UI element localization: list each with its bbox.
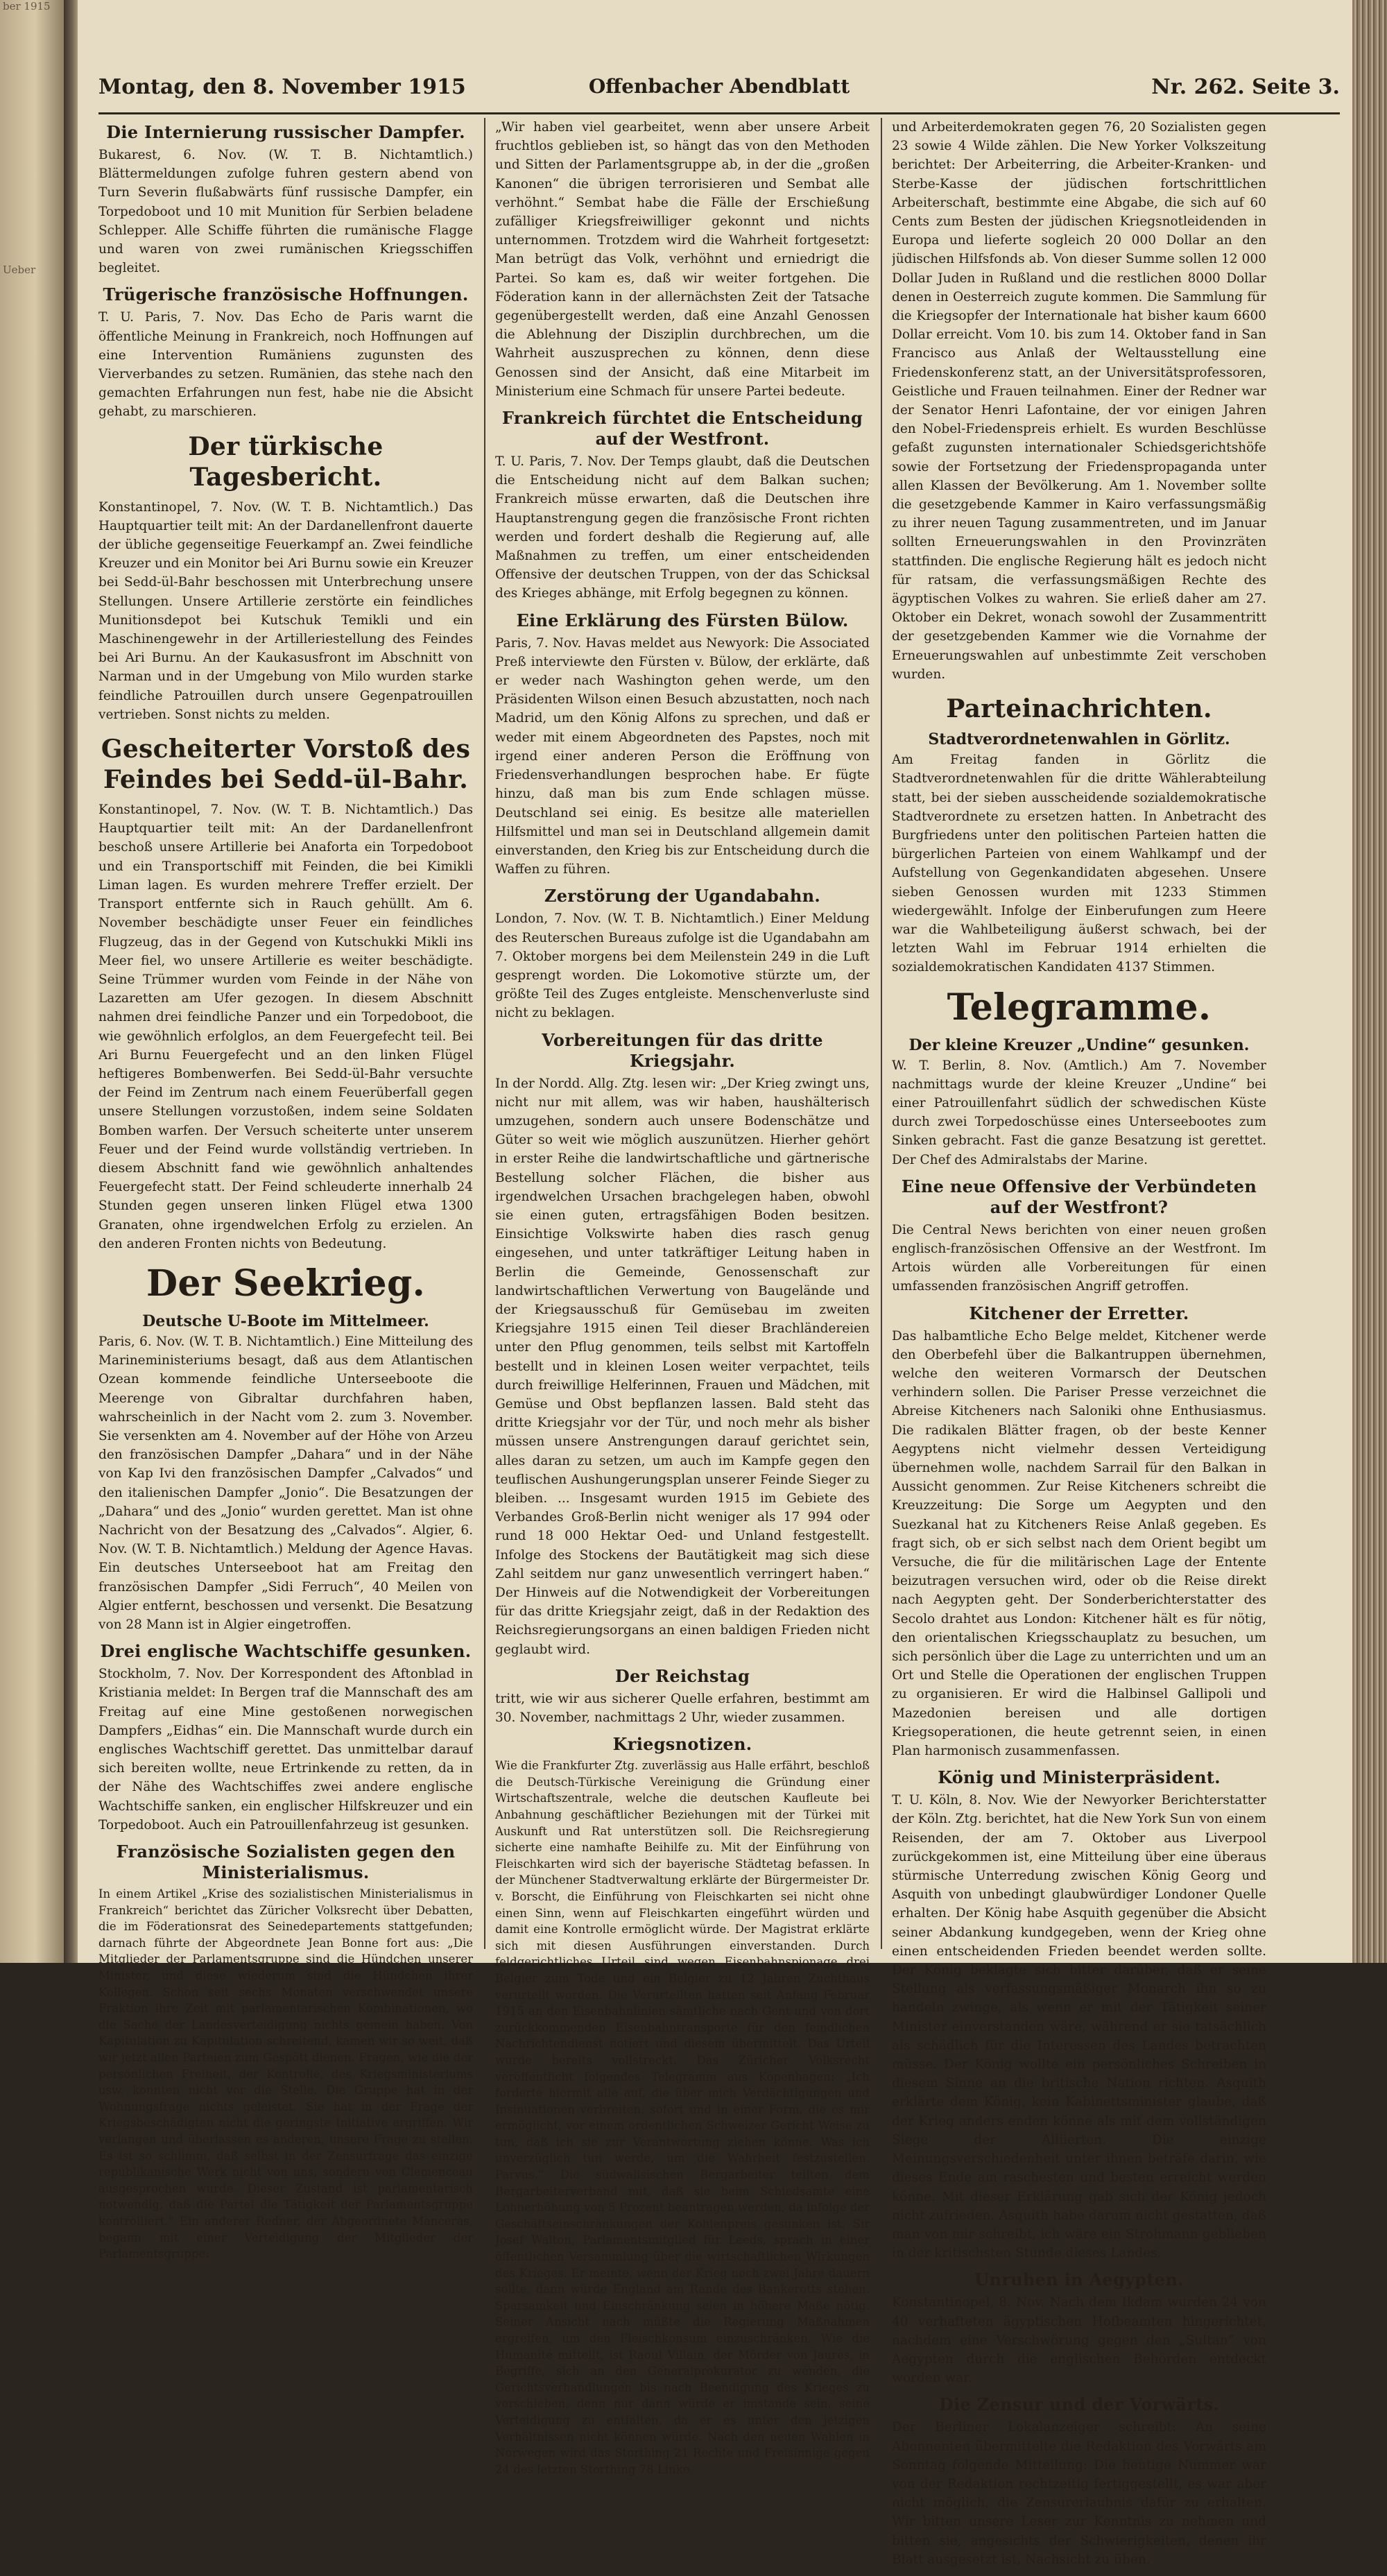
adjacent-page-line	[3, 764, 60, 778]
adjacent-page-line	[3, 1041, 60, 1054]
article-headline: Der Reichstag	[614, 1665, 750, 1686]
adjacent-page-line	[3, 369, 60, 382]
article	[495, 610, 870, 879]
adjacent-page-line	[3, 633, 60, 646]
adjacent-page-line	[3, 132, 60, 145]
column-separator	[484, 118, 485, 1949]
adjacent-page-line	[3, 79, 60, 92]
newspaper-page	[78, 0, 1352, 2567]
adjacent-page-line	[3, 804, 60, 817]
adjacent-page-line	[3, 395, 60, 409]
adjacent-page-line	[3, 211, 60, 224]
article-body: tritt, wie wir aus sicherer Quelle erfahren, bestimmt am 30. November, nachmittags 2 Uhr, wieder zusammen.	[495, 1691, 870, 1726]
adjacent-page-line	[3, 316, 60, 329]
article-subheadline: Stadtverordnetenwahlen in Görlitz.	[928, 730, 1230, 749]
adjacent-page-line	[3, 672, 60, 685]
adjacent-page-text	[3, 0, 60, 1265]
article-headline: Die Internierung russischer Dampfer.	[106, 122, 465, 142]
article	[892, 1767, 1266, 2262]
adjacent-page-line	[3, 448, 60, 461]
article-headline: Trügerische französische Hoffnungen.	[103, 284, 469, 305]
article	[98, 122, 473, 277]
column-separator	[881, 118, 882, 1949]
adjacent-page-edge	[0, 0, 64, 1963]
article-body: Der Berliner Lokalanzeiger schreibt: An seine Abonnenten übermittelte die Redaktion des Vorwärts am Sonntag folgende Mitteilung: Die heutige Nummer war von der Redaktion rechtzeitig fertiggestellt, es war aber nicht möglich, die Zensurerlaubnis dafür zu erhalten. Wir bitten unsere Leser zur Kenntnis zu nehmen und bitten sie, angesichts der Schwierigkeiten, denen ihr Blatt ausgesetzt ist, Nachsicht zu üben.	[892, 2420, 1266, 2567]
adjacent-page-line	[3, 1199, 60, 1212]
adjacent-page-line	[3, 105, 60, 119]
article-subheadline: Der kleine Kreuzer „Undine“ gesunken.	[908, 1036, 1250, 1054]
adjacent-page-line	[3, 619, 60, 633]
column-2	[495, 118, 870, 2484]
adjacent-page-line	[3, 659, 60, 672]
issue-date: Montag, den 8. November 1915	[98, 75, 466, 99]
adjacent-page-line	[3, 567, 60, 580]
adjacent-page-line	[3, 883, 60, 896]
adjacent-page-line	[3, 646, 60, 659]
adjacent-page-line	[3, 171, 60, 184]
issue-number: Nr. 262. Seite 3.	[1151, 75, 1340, 99]
article-body: T. U. Paris, 7. Nov. Der Temps glaubt, daß die Deutschen die Entscheidung nicht auf dem Balkan suchen; Frankreich müsse erwarten, daß die Deutschen ihre Hauptanstrengung gegen die französische Front richten werden und fordert deshalb die Regierung auf, alle Maßnahmen zu treffen, um einer entscheidenden Offensive der deutschen Truppen, von der das Schicksal des Krieges abhänge, mit Erfolg begegnen zu können.	[495, 454, 870, 601]
article	[98, 1263, 473, 1634]
article-body: Wie die Frankfurter Ztg. zuverlässig aus Halle erfährt, beschloß die Deutsch-Türkische Vereinigung die Gründung einer Wirtschaftszentrale, welche die deutschen Kaufleute bei Anbahnung geschäftlicher Beziehungen mit der Türkei mit Auskunft und Rat unterstützen soll. Die Reichsregierung sicherte eine namhafte Beihilfe zu. Mit der Einführung von Fleischkarten wird sich der bayerische Städtetag befassen. In der Münchener Stadtverwaltung erklärte der Bürgermeister Dr. v. Borscht, die Einführung von Fleischkarten sei nicht ohne einen Sinn, wenn auf Fleischkarten eingeführt würden und damit eine Kontrolle ermöglicht würde. Der Magistrat erklärte sich mit diesen Ausführungen einverstanden. Durch feldgerichtliches Urteil sind wegen Eisenbahnspionage drei Belgier zum Tode und ein Belgier zu 12 Jahren Zuchthaus verurteilt worden. Die Verurteilten hatten seit Anfang Februar 1915 an den Eisenbahnlinien sämtliche nach Gent und von dort zurückkommenden Eisenbahntransporte für den feindlichen Nachrichtendienst notiert und diesem übermittelt. Das Urteil wurde bereits vollstreckt. Das Züricher Volksrecht veröffentlicht folgendes Telegramm aus Kopenhagen: „Ich forderte hiermit alle auf, die über mich Verdächtigungen und Insinuationen verbreiten, sofort und in einer Form, die es mir ermöglicht, vor einem ordentlichen Schweizer Gericht Weise zu tun, daß ich sie zur Verantwortung ziehen könne. Was ich unverzüglich tun werde, um die Wahrheit festzustellen. Parvus.“ Die südwalisischen Bergarbeiter teilten dem Bergarbeiterverband mit, daß sie beim Schiedsamte eine Lohnerhöhung von 5 Prozent beantragen werden, da infolge der Geschäftseinschränkungen der Kohlenpreis gesunken ist. Sir Josef Walton, Parlamentsmitglied für Leeds, sprach in einer öffentlichen Versammlung über die wirtschaftlichen Wirkungen des Krieges. Er meinte, wenn der Krieg noch zwei Jahre dauern sollte, dann würde England am Rande des Bankerotts stehen. Sparsamkeit und Einschränkung seien in höhere Maße nötig. Seiner Ansicht nach müßte die Regierung Maßnahmen ergreifen, um den Fleischkonsum einzuschränken. Wie die Humanité mitteilt, ist Raoul Villain, der Mörder von Jaurès, in Begriffe, sich an den Generalprokurator zu wenden, die Gerichtsverhandlungen bis nach Beendigung des Krieges zu verschieben, denn nur dann würde er imstande sein, seine Verteidigung zu entfalten, da er es unter den jetzigen Verhältnissen nicht können würde. Nach den neuen Wahlen in Norwegen wird das Storthing 21 Rechte und Freisinnige gegen 24 des letzten Storthing 78 Linke	[495, 1759, 870, 2476]
adjacent-page-line	[3, 145, 60, 158]
article	[495, 886, 870, 1022]
article-body: Paris, 7. Nov. Havas meldet aus Newyork: Die Associated Preß interviewte den Fürsten v. Bülow, der erklärte, daß er weder nach Washington gehen werde, um den Präsidenten Wilson einen Besuch abzustatten, noch nach Madrid, um den König Alfons zu sprechen, und daß er weder mit einem Abgeordneten des Papstes, noch mit irgend einer anderen Person die Eröffnung von Friedensverhandlungen besprochen habe. Er fügte hinzu, daß man bis zum Ende schlagen müsse. Deutschland sei einig. Es besitze alle materiellen Hilfsmittel und man sei in Deutschland allgemein damit einverstanden, den Krieg bis zur Entscheidung durch die Waffen zu führen.	[495, 635, 870, 877]
adjacent-page-line	[3, 1133, 60, 1147]
article-headline: Parteinachrichten.	[946, 694, 1212, 724]
article	[892, 987, 1266, 1169]
article-body: Konstantinopel, 7. Nov. (W. T. B. Nichtamtlich.) Das Hauptquartier teilt mit: An der Dardanellenfront dauerte der übliche gegenseitige Feuerkampf an. Zwei feindliche Kreuzer und ein Monitor bei Ari Burnu sowie ein Kreuzer bei Sedd-ül-Bahr beschossen mit Unterbrechung unsere Stellungen. Unsere Artillerie zerstörte ein feindliches Munitionsdepot bei Kutschuk Temikli und ein Maschinengewehr in der Artilleriestellung des Feindes bei Ari Burnu. An der Kaukasusfront im Abschnitt von Narman und in der Umgebung von Milo wurden starke feindliche Patrouillen durch unsere Gegenpatrouillen vertrieben. Sonst nichts zu melden.	[98, 499, 473, 722]
adjacent-page-line	[3, 53, 60, 66]
adjacent-page-line	[3, 356, 60, 369]
article-body: London, 7. Nov. (W. T. B. Nichtamtlich.) Einer Meldung des Reuterschen Bureaus zufolge ist die Ugandabahn am 7. Oktober morgens bei dem Meilenstein 249 in die Luft gesprengt worden. Die Lokomotive stürzte um, der größte Teil des Zuges entgleiste. Menschenverluste sind nicht zu beklagen.	[495, 911, 870, 1021]
adjacent-page-line	[3, 26, 60, 40]
adjacent-page-line	[3, 988, 60, 1002]
article-headline: Der Seekrieg.	[146, 1262, 426, 1305]
article	[495, 408, 870, 603]
article	[892, 2394, 1266, 2569]
column-1	[98, 118, 473, 2269]
adjacent-page-line	[3, 593, 60, 606]
article-body: Bukarest, 6. Nov. (W. T. B. Nichtamtlich.) Blättermeldungen zufolge fuhren gestern abend von Turn Severin flußabwärts fünf russische Dampfer, ein Torpedoboot und 10 mit Munition für Serbien beladene Schlepper. Alle Schiffe führten die rumänische Flagge und waren von zwei rumänischen Kriegsschiffen begleitet.	[98, 148, 473, 276]
adjacent-page-line	[3, 1094, 60, 1107]
adjacent-page-line	[3, 198, 60, 211]
adjacent-page-line	[3, 514, 60, 527]
page-header	[98, 68, 1340, 104]
adjacent-page-line	[3, 474, 60, 488]
adjacent-page-line	[3, 553, 60, 567]
article	[495, 1734, 870, 2478]
article-headline: Eine Erklärung des Fürsten Bülow.	[516, 610, 849, 630]
adjacent-page-line	[3, 1120, 60, 1133]
article	[892, 118, 1266, 684]
adjacent-page-line	[3, 1015, 60, 1028]
adjacent-page-line	[3, 290, 60, 303]
adjacent-page-line	[3, 936, 60, 949]
column-3	[892, 118, 1266, 2576]
article-body: T. U. Paris, 7. Nov. Das Echo de Paris warnt die öffentliche Meinung in Frankreich, noch Hoffnungen auf eine Intervention Rumäniens zugunsten des Vierverbandes zu setzen. Rumänien, das stehe nach den gemachten Erfahrungen nun fest, habe nie die Absicht gehabt, zu marschieren.	[98, 310, 473, 420]
adjacent-page-line	[3, 817, 60, 830]
article-headline: Eine neue Offensive der Verbündeten auf der Westfront?	[901, 1176, 1257, 1217]
article-headline: König und Ministerpräsident.	[938, 1767, 1221, 1788]
article-headline: Gescheiterter Vorstoß des Feindes bei Sedd-ül-Bahr.	[101, 735, 471, 795]
article	[892, 2269, 1266, 2387]
adjacent-page-line	[3, 119, 60, 132]
article-subheadline: Deutsche U-Boote im Mittelmeer.	[142, 1312, 429, 1330]
article-headline: Zerstörung der Ugandabahn.	[544, 886, 821, 907]
adjacent-page-line	[3, 685, 60, 698]
article	[98, 734, 473, 1253]
article-headline: Frankreich fürchtet die Entscheidung auf der Westfront.	[501, 408, 863, 449]
adjacent-page-line	[3, 329, 60, 343]
adjacent-page-line	[3, 382, 60, 395]
article-body: Am Freitag fanden in Görlitz die Stadtverordnetenwahlen für die dritte Wählerabteilung statt, bei der sieben ausscheidende sozialdemokratische Stadtverordnete zu ersetzen hatten. In Anbetracht des Burgfriedens unter den politischen Parteien hatten die bürgerlichen Parteien von einem Wahlkampf und der Aufstellung von Gegenkandidaten abgesehen. Unsere sieben Genossen wurden mit 1233 Stimmen wiedergewählt. Infolge der Einberufungen zum Heere war die Wahlbeteiligung äußerst schwach, bei der letzten Wahl im Februar 1914 erhielten die sozialdemokratischen Kandidaten 4137 Stimmen.	[892, 753, 1266, 975]
adjacent-page-line	[3, 725, 60, 738]
article	[892, 1176, 1266, 1296]
article-headline: Vorbereitungen für das dritte Kriegsjahr.	[542, 1029, 823, 1071]
article-headline: Telegramme.	[947, 986, 1212, 1029]
book-gutter	[64, 0, 78, 1963]
adjacent-page-line	[3, 66, 60, 79]
adjacent-page-line	[3, 1147, 60, 1160]
adjacent-page-line	[3, 751, 60, 764]
adjacent-page-line	[3, 738, 60, 751]
adjacent-page-line	[3, 461, 60, 474]
adjacent-page-line	[3, 277, 60, 290]
adjacent-page-line	[3, 1226, 60, 1239]
article-body: „Wir haben viel gearbeitet, wenn aber unsere Arbeit fruchtlos geblieben ist, so hängt das von den Methoden und Sitten der Parlamentsgruppe ab, in der die „großen Kanonen“ die übrigen terrorisieren und Sembat alle verhöhnt.“ Sembat habe die Fälle der Erschießung zufälliger Kriegsfreiwilliger gekonnt und nichts unternommen. Trotzdem wird die Wahrheit fortgesetzt: Man betrügt das Volk, verhöhnt und erniedrigt die Partei. So kam es, daß wir weiter fortgehen. Die Föderation kann in der allernächsten Zeit der Tatsache gegenübergestellt werden, daß eine Anzahl Genossen die Ablehnung der Disziplin durchbrechen, um die Wahrheit auszusprechen zu können, denn diese Genossen sind der Ansicht, daß eine Mitarbeit im Ministerium eine Schmach für unsere Partei bedeute.	[495, 120, 870, 399]
adjacent-page-line	[3, 1252, 60, 1265]
adjacent-page-line	[3, 778, 60, 791]
article-body: In der Nordd. Allg. Ztg. lesen wir: „Der Krieg zwingt uns, nicht nur mit allem, was wir haben, haushälterisch umzugehen, sondern auch unsere Bodenschätze und Güter so weit wie möglich auszunützen. Hierher gehört in erster Reihe die landwirtschaftliche und gärtnerische Bestellung solcher Flächen, die bisher aus irgendwelchen Ursachen brachgelegen haben, obwohl sie einen guten, ertragsfähigen Boden besitzen. Einsichtige Volkswirte haben dies rasch genug eingesehen, und unter tatkräftiger Leitung haben in Berlin die Gemeinde, Genossenschaft zur landwirtschaftlichen Verwertung von Baugelände und der Kriegsausschuß für Gemüsebau im zweiten Kriegsjahre 1915 einen Teil dieser Brachländereien unter den Pflug genommen, teils selbst mit Kartoffeln bestellt und in kleinen Losen weiter verpachtet, teils durch freiwillige Helferinnen, Frauen und Mädchen, mit Gemüse und Obst bepflanzen lassen. Bald steht das dritte Kriegsjahr vor der Tür, und noch mehr als bisher müssen unsere Anstrengungen darauf gerichtet sein, alles daran zu setzen, um auch im Kampfe gegen den teuflischen Aushungerungsplan unserer Feinde Sieger zu bleiben. ... Insgesamt wurden 1915 im Gebiete des Verbandes Groß-Berlin nicht weniger als 17 994 oder rund 18 000 Hektar Oed- und Unland festgestellt. Infolge des Stockens der Bautätigkeit mag sich diese Zahl seitdem nur ganz unwesentlich verringert haben.“ Der Hinweis auf die Notwendigkeit der Vorbereitungen für das dritte Kriegsjahr zeigt, daß in der Redaktion des Reichsregierungsorgans an einen baldigen Frieden nicht geglaubt wird.	[495, 1076, 870, 1657]
adjacent-page-line	[3, 1239, 60, 1252]
adjacent-page-line	[3, 501, 60, 514]
adjacent-page-line	[3, 909, 60, 922]
adjacent-page-line	[3, 224, 60, 237]
article-body: Konstantinopel, 8. Nov. Nach dem Ikdam wurden 24 von 40 verhafteten ägyptischen Hofbeamten hingerichtet, nachdem eine Verschwörung gegen den „Sultan“ von Aegypten durch die englischen Behörden entdeckt worden war.	[892, 2295, 1266, 2386]
adjacent-page-line	[3, 1028, 60, 1041]
article-headline: Der türkische Tagesbericht.	[188, 431, 384, 492]
adjacent-page-line	[3, 303, 60, 316]
article-body: In einem Artikel „Krise des sozialistischen Ministerialismus in Frankreich“ berichtet das Züricher Volksrecht über Debatten, die im Föderationsrat des Seinedepartements stattgefunden; darnach führte der Abgeordnete Jean Bonne fort aus: „Die Mitglieder der Parlamentsgruppe sind die Hündchen unserer Minister, und diese wiederum sind die Hündchen ihrer Kollegen. Schon seit sechs Monaten verschwendet unsere Fraktion ihre Zeit mit parlamentarischen Kombinationen, wo die Sache der Landesverteidigung nichts gemein haben. Von Kapitulation zu Kapitulation schreitend, kamen wir so weit, daß wir jetzt allen Parteien zum Gespött dienen. Fragen, wie die der persönlichen Freiheit, der Kontrolle, des Kriegsministeriums usw. konnten nicht vor die Stelle. Die Gruppe hat in der Wohnungsfrage nichts geleistet. Sie hat in der Frage der Kriegsbeschädigten nicht die geringste Initiative ergriffen. Wir verlangen und überlassen es anderen, unsere Frage zu stellen. Es ist so schlimm, daß selbst in der Zensurfrage das einzige republikanische Werk nicht von uns, sondern von Clemenceau ausgesprochen wurde. Dieser Zustand ist parlamentarisch notwendig, daß die Partei die Tätigkeit der Parlamentsgruppe kontrolliert.“ Ein anderer Redner, der Abgeordnete Manceras, begann mit einer Verteidigung der Mitglieder der Parlamentsgruppe:	[98, 1887, 473, 2261]
adjacent-page-line	[3, 975, 60, 988]
adjacent-page-line	[3, 830, 60, 843]
article-body: Stockholm, 7. Nov. Der Korrespondent des Aftonblad in Kristiania meldet: In Bergen traf die Mannschaft des am Freitag auf eine Mine gestoßenen norwegischen Dampfers „Eidhas“ ein. Die Mannschaft wurde durch ein englisches Wachtschiff gerettet. Das unmittelbar darauf sich bereiten wollte, neue Ertrinkende zu retten, da in der Nähe des Wachtschiffes zwei andere englische Wachtschiffe sanken, ein englischer Hilfskreuzer und ein Torpedoboot. Auch ein Patrouillenfahrzeug ist gesunken.	[98, 1667, 473, 1832]
newspaper-title: Offenbacher Abendblatt	[588, 75, 850, 98]
adjacent-page-line	[3, 949, 60, 962]
adjacent-page-line	[3, 92, 60, 105]
article-body: W. T. Berlin, 8. Nov. (Amtlich.) Am 7. November nachmittags wurde der kleine Kreuzer „Undine“ bei einer Patrouillenfahrt südlich der schwedischen Küste durch zwei Torpedoschüsse eines Unterseebootes zum Sinken gebracht. Fast die ganze Besatzung ist gerettet. Der Chef des Admiralstabs der Marine.	[892, 1058, 1266, 1167]
adjacent-page-line	[3, 158, 60, 171]
article-headline: Die Zensur und der Vorwärts.	[938, 2394, 1220, 2415]
adjacent-page-line	[3, 857, 60, 870]
adjacent-page-line	[3, 1067, 60, 1081]
article-body: Paris, 6. Nov. (W. T. B. Nichtamtlich.) Eine Mitteilung des Marineministeriums besagt, daß aus dem Atlantischen Ozean kommende feindliche Unterseeboote die Meerenge von Gibraltar durchfahren haben, wahrscheinlich in der Nacht vom 2. zum 3. November. Sie versenkten am 4. November auf der Höhe von Arzeu den französischen Dampfer „Dahara“ und in der Nähe von Kap Ivi den französischen Dampfer „Calvados“ und den italienischen Dampfer „Jonio“. Die Besatzungen der „Dahara“ und des „Jonio“ wurden gerettet. Man ist ohne Nachricht von der Besatzung des „Calvados“. Algier, 6. Nov. (W. T. B. Nichtamtlich.) Meldung der Agence Havas. Ein deutsches Unterseeboot hat am Freitag den französischen Dampfer „Sidi Ferruch“, 40 Meilen von Algier entfernt, beschossen und versenkt. Die Besatzung von 28 Mann ist in Algier eingetroffen.	[98, 1334, 473, 1632]
adjacent-page-line	[3, 1054, 60, 1067]
adjacent-page-line	[3, 791, 60, 804]
article-headline: Kriegsnotizen.	[612, 1734, 752, 1755]
adjacent-page-line	[3, 1107, 60, 1120]
adjacent-page-line	[3, 422, 60, 435]
adjacent-page-line	[3, 698, 60, 712]
adjacent-page-line	[3, 606, 60, 619]
article-body: Das halbamtliche Echo Belge meldet, Kitchener werde den Oberbefehl über die Balkantruppen übernehmen, welche den weiteren Vormarsch der Deutschen verhindern sollen. Die Pariser Presse verzeichnet die Abreise Kitcheners nach Saloniki ohne Enthusiasmus. Die radikalen Blätter fragen, ob der beste Kenner Aegyptens nicht vielmehr dessen Verteidigung übernehmen wolle, nachdem Sarrail für den Balkan in Aussicht genommen. Zur Reise Kitcheners schreibt die Kreuzzeitung: Die Sorge um Aegypten und den Suezkanal hat zu Kitcheners Reise Anlaß gegeben. Es fragt sich, ob er sich selbst nach dem Orient begibt um Versuche, die für die militärischen Lage der Entente beizutragen versuchen wird, oder ob die Reise direkt nach Aegypten geht. Der Sonderberichterstatter des Secolo drahtet aus London: Kitchener hält es für nötig, den orientalischen Kriegsschauplatz zu besuchen, um sich persönlich über die Lage zu unterrichten und um an Ort und Stelle die Operationen der englischen Truppen zu organisieren. Er wird die Halbinsel Gallipoli und Mazedonien bereisen und alle dortigen Kriegsoperationen, die heute getrennt seien, in einen Plan harmonisch zusammenfassen.	[892, 1328, 1266, 1759]
adjacent-page-line	[3, 184, 60, 198]
adjacent-page-line: Ueber	[3, 264, 36, 276]
adjacent-page-line	[3, 527, 60, 540]
article	[495, 1666, 870, 1727]
adjacent-page-line	[3, 488, 60, 501]
article	[892, 694, 1266, 977]
adjacent-page-line	[3, 1173, 60, 1186]
article-headline: Unruhen in Aegypten.	[974, 2269, 1184, 2290]
article-body: Konstantinopel, 7. Nov. (W. T. B. Nichtamtlich.) Das Hauptquartier teilt mit: An der Dardanellenfront beschoß unsere Artillerie bei Anaforta ein Torpedoboot und ein Transportschiff mit Feinden, die bei Kimikli Liman lagen. Es wurden mehrere Treffer erzielt. Der Transport entfernte sich in Rauch gehüllt. Am 6. November beschädigte unser Feuer ein feindliches Flugzeug, das in der Gegend von Kutschukki Mikli ins Meer fiel, wo unsere Artillerie es weiter beschädigte. Seine Trümmer wurden vom Feinde in der Nähe von Lazaretten am Ufer gezogen. In diesem Abschnitt nahmen drei feindliche Panzer und ein Torpedoboot, die wie gewöhnlich erfolglos, an dem Feuergefecht teil. Bei Ari Burnu Feuergefecht und an den linken Flügel heftigeres Bombenwerfen. Bei Sedd-ül-Bahr versuchte der Feind im Zentrum nach einem Feuerüberfall gegen unsere Stellungen vorzustoßen, indem seine Soldaten Bomben warfen. Der Versuch scheiterte unter unserem Feuer und der Feind wurde vollständig vertrieben. In diesem Abschnitt fand wie gewöhnlich anhaltendes Feuergefecht statt. Der Feind schleuderte innerhalb 24 Stunden gegen unseren linken Flügel etwa 1300 Granaten, ohne irgendwelchen Erfolg zu erzielen. An den anderen Fronten nichts von Bedeutung.	[98, 802, 473, 1251]
adjacent-page-line	[3, 540, 60, 553]
adjacent-page-line	[3, 435, 60, 448]
adjacent-page-line	[3, 922, 60, 936]
adjacent-page-line	[3, 1002, 60, 1015]
adjacent-page-line	[3, 870, 60, 883]
adjacent-page-line	[3, 896, 60, 909]
adjacent-page-line	[3, 962, 60, 975]
adjacent-page-line	[3, 580, 60, 593]
adjacent-page-line	[3, 843, 60, 857]
adjacent-page-line	[3, 1081, 60, 1094]
article-headline: Französische Sozialisten gegen den Ministerialismus.	[116, 1841, 456, 1883]
adjacent-page-line	[3, 237, 60, 250]
article-body: und Arbeiterdemokraten gegen 76, 20 Sozialisten gegen 23 sowie 4 Wilde zählen. Die New Yorker Volkszeitung berichtet: Der Arbeiterring, die Arbeiter-Kranken- und Sterbe-Kasse der jüdischen fortschrittlichen Arbeiterschaft, bestimmte eine Abgabe, die sich auf 60 Cents zum Besten der jüdischen Kriegsnotleidenden in Europa und lieferte sogleich 20 000 Dollar an den jüdischen Hilfsfonds ab. Von dieser Summe sollen 12 000 Dollar Juden in Rußland und die restlichen 8000 Dollar denen in Oesterreich zugute kommen. Die Sammlung für die Kriegsopfer der Internationale hat bisher kaum 6600 Dollar erreicht. Vom 10. bis zum 14. Oktober fand in San Francisco aus Anlaß der Weltausstellung eine Friedenskonferenz statt, an der Universitätsprofessoren, Geistliche und Frauen teilnahmen. Einer der Redner war der Senator Henri Lafontaine, der vor einigen Jahren den Nobel-Friedenspreis erhielt. Es wurden Beschlüsse gefaßt zugunsten internationaler Schiedsgerichtshöfe sowie der Fortsetzung der Friedenspropaganda unter allen Klassen der Bevölkerung. Am 1. November sollte die gesetzgebende Kammer in Kairo verfassungsmäßig zu ihrer neuen Tagung zusammentreten, und im Januar sollten Erneuerungswahlen in den Provinzräten stattfinden. Die englische Regierung hält es jedoch nicht für ratsam, die verfassungsmäßigen Rechte des ägyptischen Volkes zu wahren. Sie erließ daher am 27. Oktober ein Dekret, wonach sowohl der Zusammentritt der gesetzgebenden Kammer wie die Vornahme der Erneuerungswahlen auf unbestimmte Zeit verschoben wurden.	[892, 120, 1266, 682]
adjacent-page-line	[3, 343, 60, 356]
article	[892, 1303, 1266, 1761]
page-stack-edge	[1352, 0, 1387, 1963]
article-body: Die Central News berichten von einer neuen großen englisch-französischen Offensive an der Westfront. Im Artois würden alle Vorbereitungen für einen umfassenden französischen Angriff getroffen.	[892, 1222, 1266, 1294]
header-rule	[98, 112, 1340, 114]
adjacent-page-line	[3, 40, 60, 53]
adjacent-page-line	[3, 712, 60, 725]
article	[98, 1841, 473, 2262]
article	[98, 284, 473, 421]
adjacent-page-line	[3, 1212, 60, 1226]
article	[98, 431, 473, 724]
article-body: T. U. Köln, 8. Nov. Wie der Newyorker Berichterstatter der Köln. Ztg. berichtet, hat die New York Sun von einem Reisenden, der am 7. Oktober aus Liverpool zurückgekommen ist, eine Mitteilung über eine überaus stürmische Unterredung zwischen König Georg und Asquith von unbedingt glaubwürdiger Londoner Quelle erhalten. Der König habe Asquith gegenüber die Absicht seiner Abdankung kundgegeben, wenn der Krieg ohne einen entscheidenden Frieden beendet werden sollte. Der König beklagte sich bitter darüber, daß er seine Stellung als verfassungsmäßiger Monarch ihn so zu handeln zwinge, als wenn er mit der Tätigkeit seiner Minister einverstanden wäre, während er sie tatsächlich als schädlich für die Interessen des Landes betrachten müsse. Der König wollte ein persönliches Schreiben in diesem Sinne an die britische Nation richten. Asquith erklärte dem König, kein Kabinettsminister glaube, daß der Krieg anders enden könne als mit dem vollständigen Siege der Alliierten. Die einzige Meinungsverschiedenheit unter ihnen beträfe darin, wie dieses Ende am raschesten und besten erreicht werden könne. Mit dieser Erklärung gab sich der König jedoch nicht zufrieden. Asquith habe darum nicht gestatten, daß man von mir schreibt, ich wäre ein Strohmann geblieben in der kritischsten Stunde dieses Landes.	[892, 1793, 1266, 2261]
article	[495, 1030, 870, 1659]
article-headline: Drei englische Wachtschiffe gesunken.	[100, 1641, 472, 1662]
article-headline: Kitchener der Erretter.	[969, 1303, 1189, 1323]
adjacent-page-line	[3, 13, 60, 26]
adjacent-page-line	[3, 409, 60, 422]
article	[98, 1641, 473, 1835]
article	[495, 118, 870, 401]
adjacent-page-line	[3, 250, 60, 264]
adjacent-page-line	[3, 1160, 60, 1173]
adjacent-page-line	[3, 1186, 60, 1199]
adjacent-page-line: ber 1915	[3, 0, 51, 12]
